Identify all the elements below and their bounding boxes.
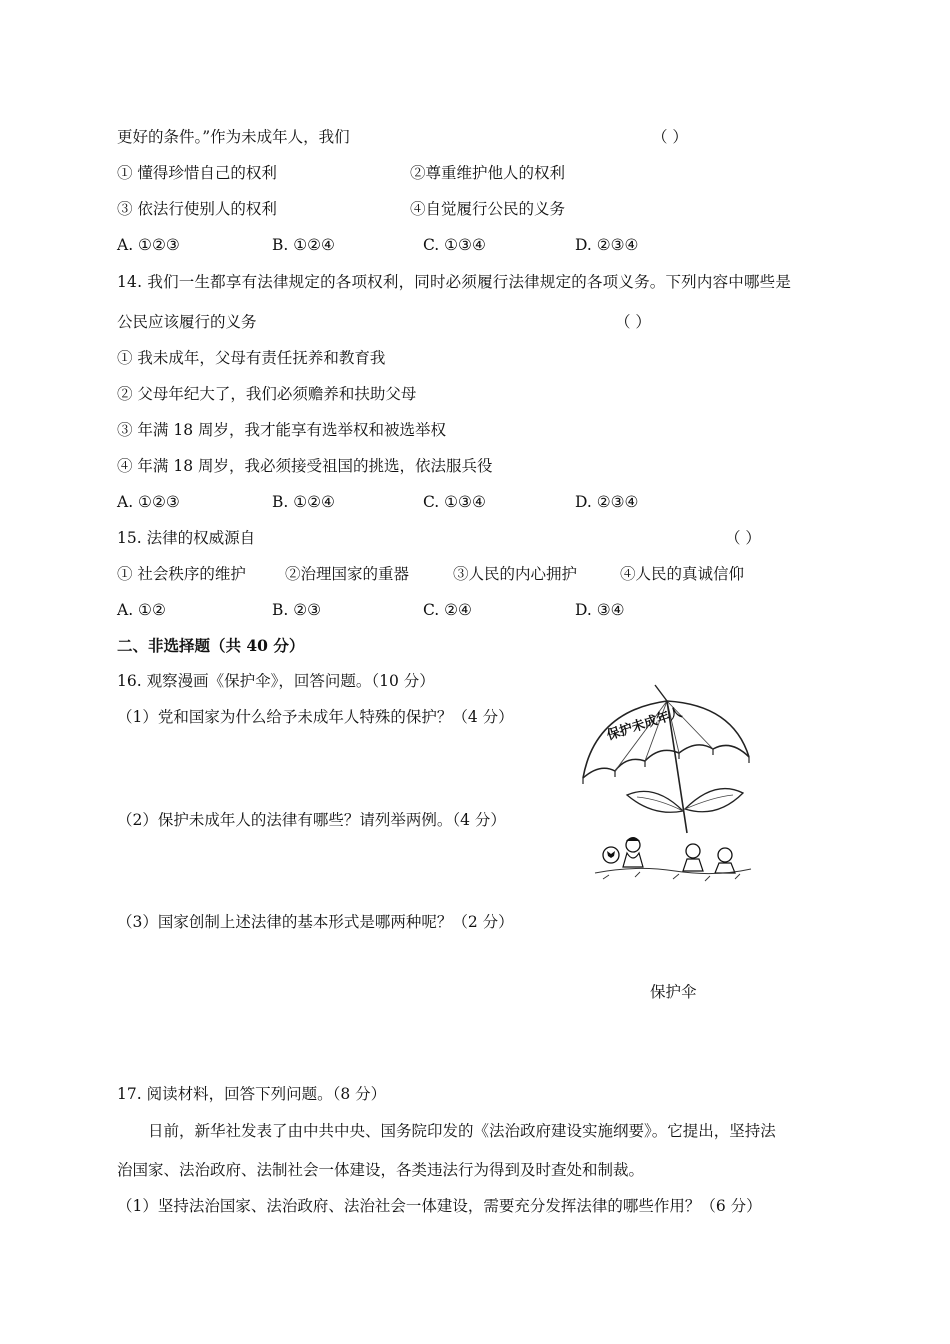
q15-item-2: ②治理国家的重器 [285,565,410,583]
cartoon-caption: 保护伞 [650,983,697,1001]
section-heading: 二、非选择题（共 40 分） [117,636,305,655]
q16-sub1: （1）党和国家为什么给予未成年人特殊的保护？（4 分） [117,708,514,726]
q14-choice-d: D. ②③④ [575,493,639,511]
q13-item-2: ②尊重维护他人的权利 [410,164,566,182]
q16-sub2: （2）保护未成年人的法律有哪些？请列举两例。（4 分） [117,811,506,829]
q14-answer-bracket: （ ） [615,313,651,331]
q14-stem-line1: 14. 我们一生都享有法律规定的各项权利，同时必须履行法律规定的各项义务。下列内容中哪些是 [117,273,792,291]
q15-stem: 15. 法律的权威源自 [117,529,256,547]
q13-item-1: ① 懂得珍惜自己的权利 [117,164,277,182]
q16-sub3: （3）国家创制上述法律的基本形式是哪两种呢？（2 分） [117,913,514,931]
q17-sub1: （1）坚持法治国家、法治政府、法治社会一体建设，需要充分发挥法律的哪些作用？（6 分） [117,1197,762,1215]
q15-item-1: ① 社会秩序的维护 [117,565,246,583]
q15-choice-c: C. ②④ [423,601,472,619]
q17-stem: 17. 阅读材料，回答下列问题。（8 分） [117,1085,387,1103]
q15-choice-b: B. ②③ [272,601,322,619]
q14-item-2: ② 父母年纪大了，我们必须赡养和扶助父母 [117,385,417,403]
q14-item-1: ① 我未成年，父母有责任抚养和教育我 [117,349,386,367]
q13-choice-b: B. ①②④ [272,236,335,254]
q13-item-3: ③ 依法行使别人的权利 [117,200,277,218]
q17-material-line2: 治国家、法治政府、法制社会一体建设，各类违法行为得到及时查处和制裁。 [117,1161,645,1179]
q15-choice-a: A. ①② [117,601,166,619]
q15-item-3: ③人民的内心拥护 [453,565,578,583]
q13-choice-a: A. ①②③ [117,236,180,254]
q14-choice-a: A. ①②③ [117,493,180,511]
q13-choice-d: D. ②③④ [575,236,639,254]
q15-choice-d: D. ③④ [575,601,625,619]
q16-stem: 16. 观察漫画《保护伞》，回答问题。（10 分） [117,672,435,690]
q14-stem-line2: 公民应该履行的义务 [117,313,257,331]
umbrella-label: 保护未成年人 [605,705,685,744]
q14-choice-b: B. ①②④ [272,493,335,511]
q17-material-line1: 日前，新华社发表了由中共中央、国务院印发的《法治政府建设实施纲要》。它提出，坚持法 [148,1122,776,1140]
q14-choice-c: C. ①③④ [423,493,486,511]
q14-item-4: ④ 年满 18 周岁，我必须接受祖国的挑选，依法服兵役 [117,457,493,475]
q13-choice-c: C. ①③④ [423,236,486,254]
q15-item-4: ④人民的真诚信仰 [620,565,745,583]
q13-answer-bracket: （ ） [652,128,688,146]
q14-item-3: ③ 年满 18 周岁，我才能享有选举权和被选举权 [117,421,447,439]
q15-answer-bracket: （ ） [725,529,761,547]
q13-item-4: ④自觉履行公民的义务 [410,200,566,218]
q13-stem-tail: 更好的条件。”作为未成年人，我们 [117,128,350,146]
protective-umbrella-cartoon [575,683,755,888]
